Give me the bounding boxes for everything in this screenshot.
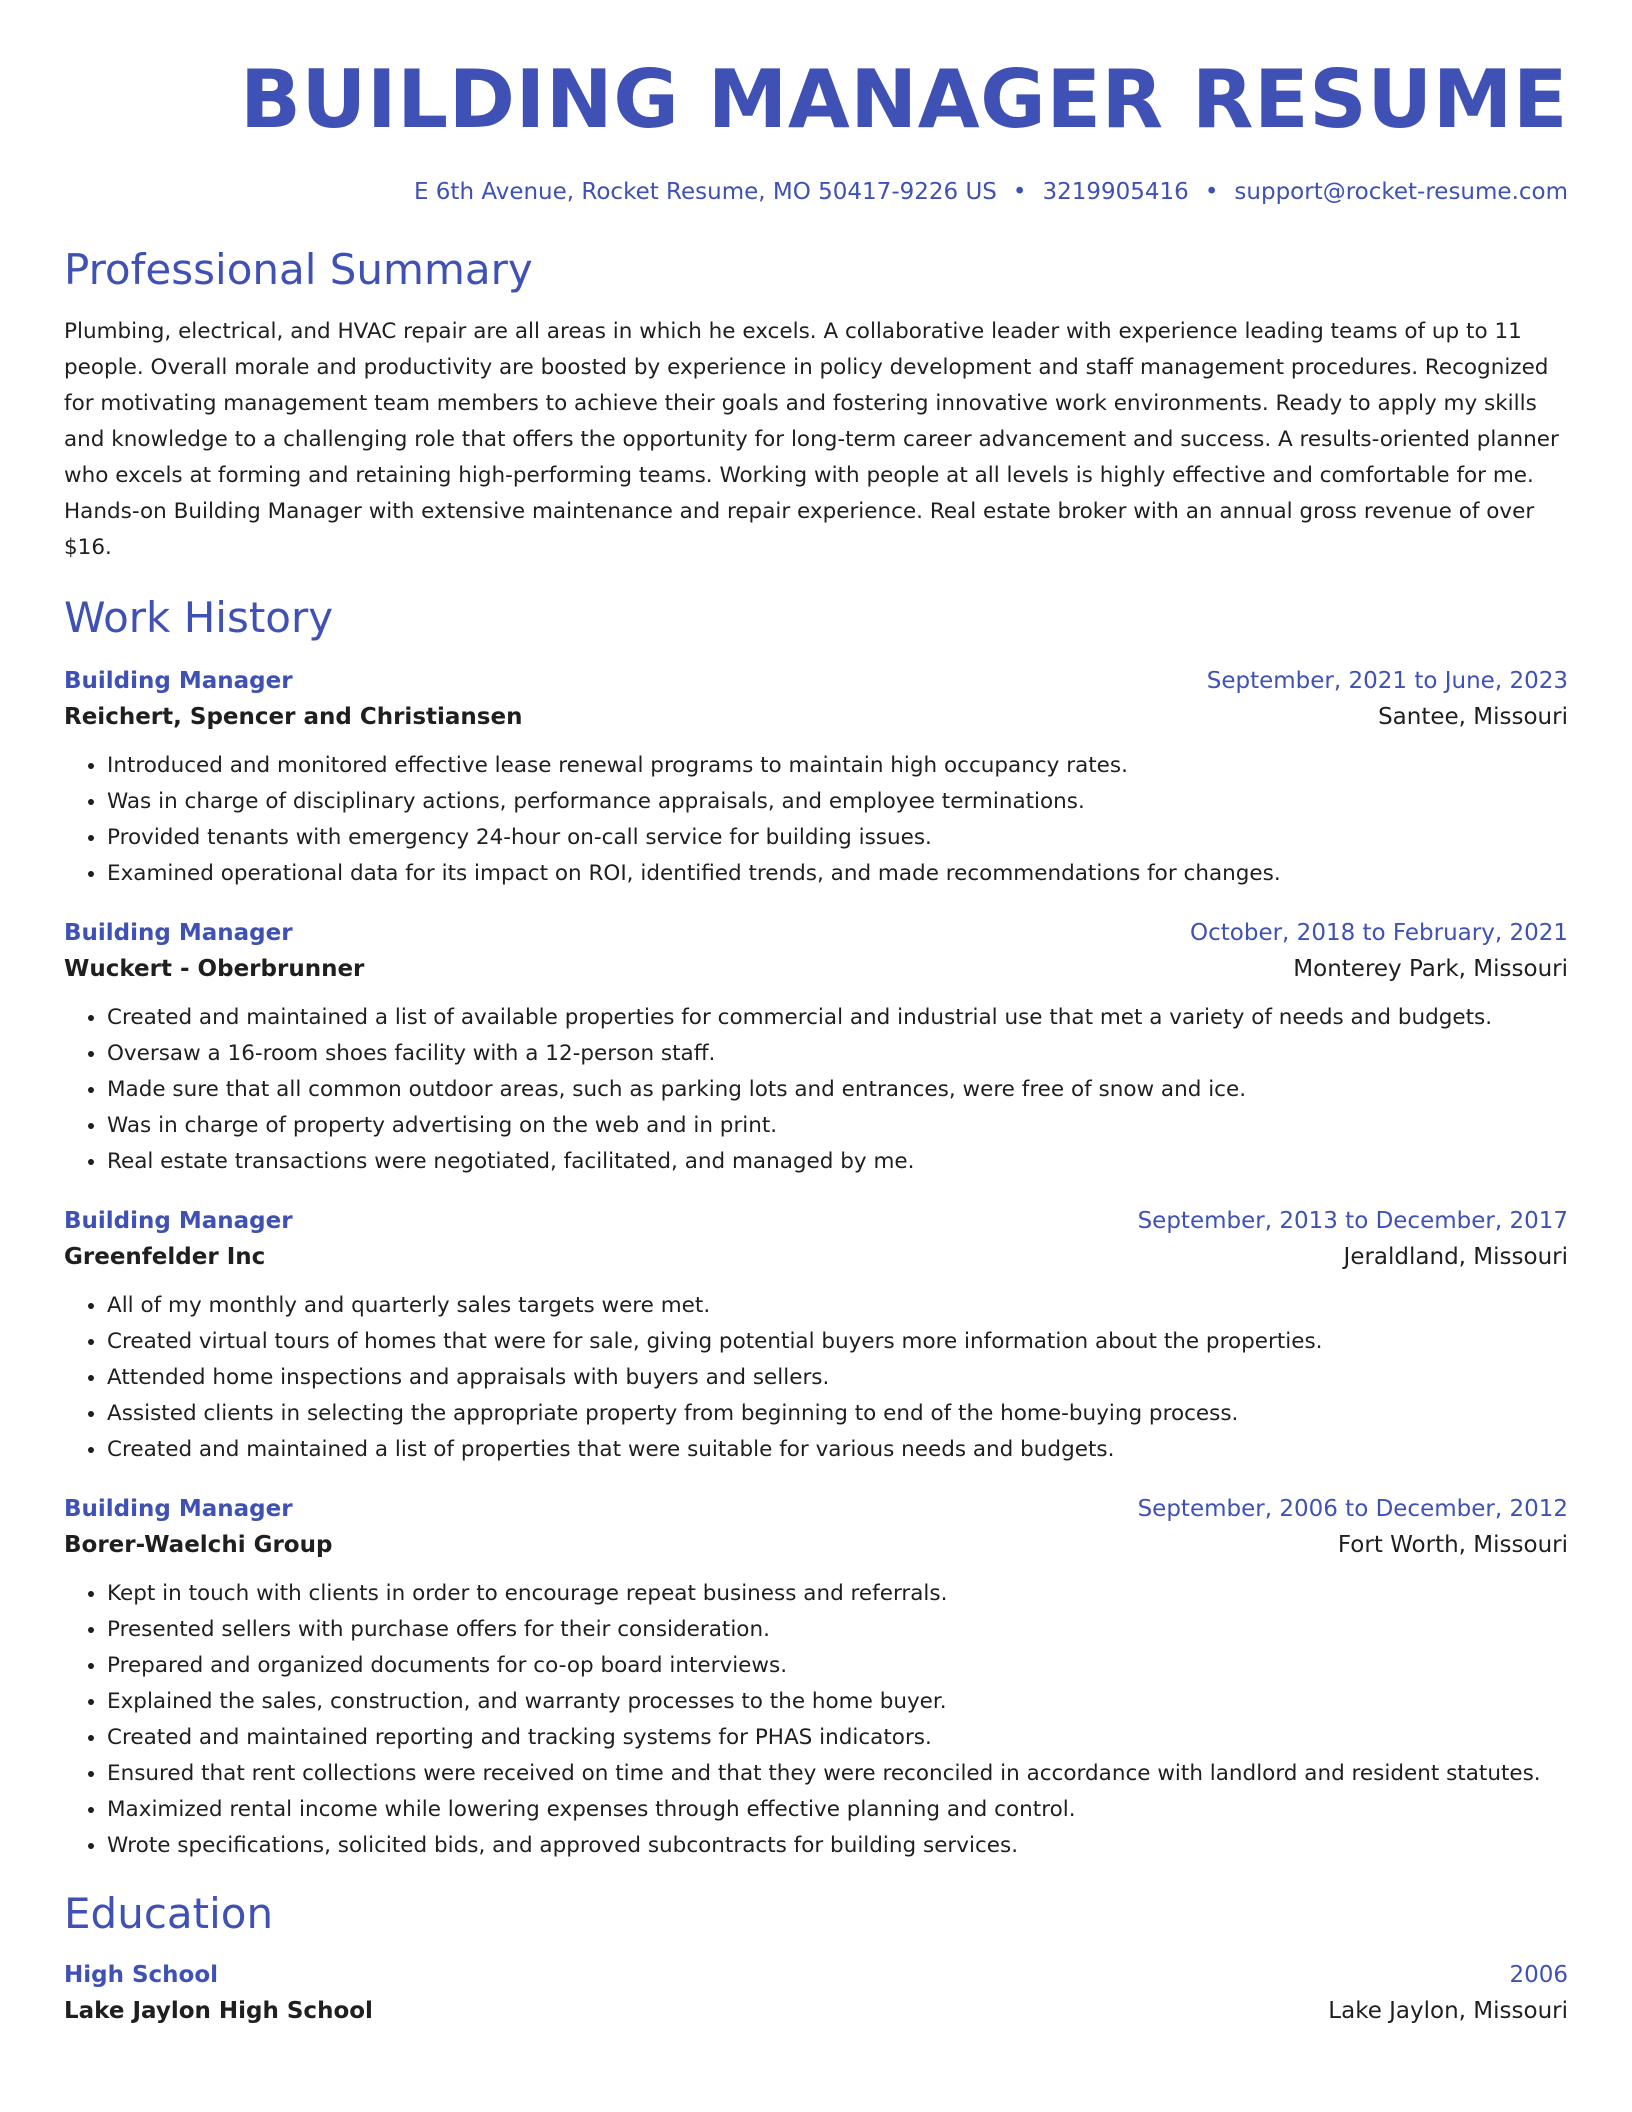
job-role: Building Manager [64,668,293,694]
work-history-list [64,664,1568,1864]
job-bullet: • Was in charge of disciplinary actions, performance appraisals, and employee terminations. [107,784,1568,820]
job-location: Jeraldland, Missouri [1343,1244,1568,1270]
education-school: Lake Jaylon High School [64,1998,373,2024]
summary-text: Plumbing, electrical, and HVAC repair are all areas in which he excels. A collaborative leader with experience leading teams of up to 11 people. Overall morale and productivity are boosted by experience in policy development and staff management procedures. Recognized for motivating management team members to achieve their goals and fostering innovative work environments. Ready to apply my skills and knowledge to a challenging role that offers the opportunity for long-term career advancement and success. A results-oriented planner who excels at forming and retaining high-performing teams. Working with people at all levels is highly effective and comfortable for me. Hands-on Building Manager with extensive maintenance and repair experience. Real estate broker with an annual gross revenue of over $16. [64,319,1559,560]
job-role: Building Manager [64,1496,293,1522]
contact-separator: • [1012,179,1027,205]
job-bullet: • Was in charge of property advertising on the web and in print. [107,1108,1568,1144]
education-location: Lake Jaylon, Missouri [1328,1998,1568,2024]
job-bullet: • All of my monthly and quarterly sales targets were met. [107,1288,1568,1324]
contact-address: E 6th Avenue, Rocket Resume, MO 50417-9226 US [413,179,997,205]
education-year: 2006 [1509,1962,1568,1988]
contact-separator: • [1204,179,1219,205]
contact-email[interactable]: support@rocket-resume.com [1234,179,1568,205]
job-bullet: • Attended home inspections and appraisals with buyers and sellers. [107,1360,1568,1396]
education-degree: High School [64,1962,219,1988]
job-dates: September, 2021 to June, 2023 [1206,668,1568,694]
job-bullet: • Introduced and monitored effective lease renewal programs to maintain high occupancy rates. [107,748,1568,784]
contact-phone[interactable]: 3219905416 [1042,179,1189,205]
job-company: Wuckert - Oberbrunner [64,956,365,982]
job-location: Fort Worth, Missouri [1337,1532,1568,1558]
job-bullet: • Provided tenants with emergency 24-hour on-call service for building issues. [107,820,1568,856]
resume-title: BUILDING MANAGER RESUME [239,53,1568,146]
job-bullet: • Created and maintained a list of properties that were suitable for various needs and budgets. [107,1432,1568,1468]
job-entry [64,916,1568,1180]
job-bullet: • Created and maintained a list of available properties for commercial and industrial use that met a variety of needs and budgets. [107,1000,1568,1036]
job-bullets [64,1288,1568,1468]
job-bullet: • Created and maintained reporting and tracking systems for PHAS indicators. [107,1720,1568,1756]
education-entry [64,1958,1568,2030]
job-company: Borer-Waelchi Group [64,1532,333,1558]
job-location: Santee, Missouri [1378,704,1568,730]
job-bullets [64,1576,1568,1864]
education-heading: Education [64,1889,274,1938]
job-bullet: • Maximized rental income while lowering expenses through effective planning and control. [107,1792,1568,1828]
job-bullet: • Oversaw a 16-room shoes facility with a 12-person staff. [107,1036,1568,1072]
job-bullet: • Explained the sales, construction, and warranty processes to the home buyer. [107,1684,1568,1720]
job-dates: October, 2018 to February, 2021 [1190,920,1568,946]
resume-header [64,52,1568,208]
job-bullet: • Assisted clients in selecting the appropriate property from beginning to end of the home-buying process. [107,1396,1568,1432]
job-entry [64,1492,1568,1864]
job-location: Monterey Park, Missouri [1293,956,1568,982]
job-bullet: • Kept in touch with clients in order to encourage repeat business and referrals. [107,1576,1568,1612]
job-role: Building Manager [64,1208,293,1234]
job-bullets [64,1000,1568,1180]
job-bullet: • Real estate transactions were negotiated, facilitated, and managed by me. [107,1144,1568,1180]
job-role: Building Manager [64,920,293,946]
job-bullet: • Examined operational data for its impact on ROI, identified trends, and made recommendations for changes. [107,856,1568,892]
job-bullet: • Presented sellers with purchase offers for their consideration. [107,1612,1568,1648]
job-dates: September, 2013 to December, 2017 [1137,1208,1568,1234]
job-bullet: • Wrote specifications, solicited bids, and approved subcontracts for building services. [107,1828,1568,1864]
job-bullet: • Made sure that all common outdoor areas, such as parking lots and entrances, were free of snow and ice. [107,1072,1568,1108]
job-entry [64,664,1568,892]
job-bullet: • Prepared and organized documents for co-op board interviews. [107,1648,1568,1684]
contact-line [64,176,1568,208]
summary-heading: Professional Summary [64,245,533,294]
job-bullet: • Created virtual tours of homes that were for sale, giving potential buyers more information about the properties. [107,1324,1568,1360]
job-bullets [64,748,1568,892]
work-history-heading: Work History [64,593,334,642]
job-dates: September, 2006 to December, 2012 [1137,1496,1568,1522]
job-company: Greenfelder Inc [64,1244,266,1270]
job-entry [64,1204,1568,1468]
job-company: Reichert, Spencer and Christiansen [64,704,523,730]
job-bullet: • Ensured that rent collections were received on time and that they were reconciled in accordance with landlord and resident statutes. [107,1756,1568,1792]
